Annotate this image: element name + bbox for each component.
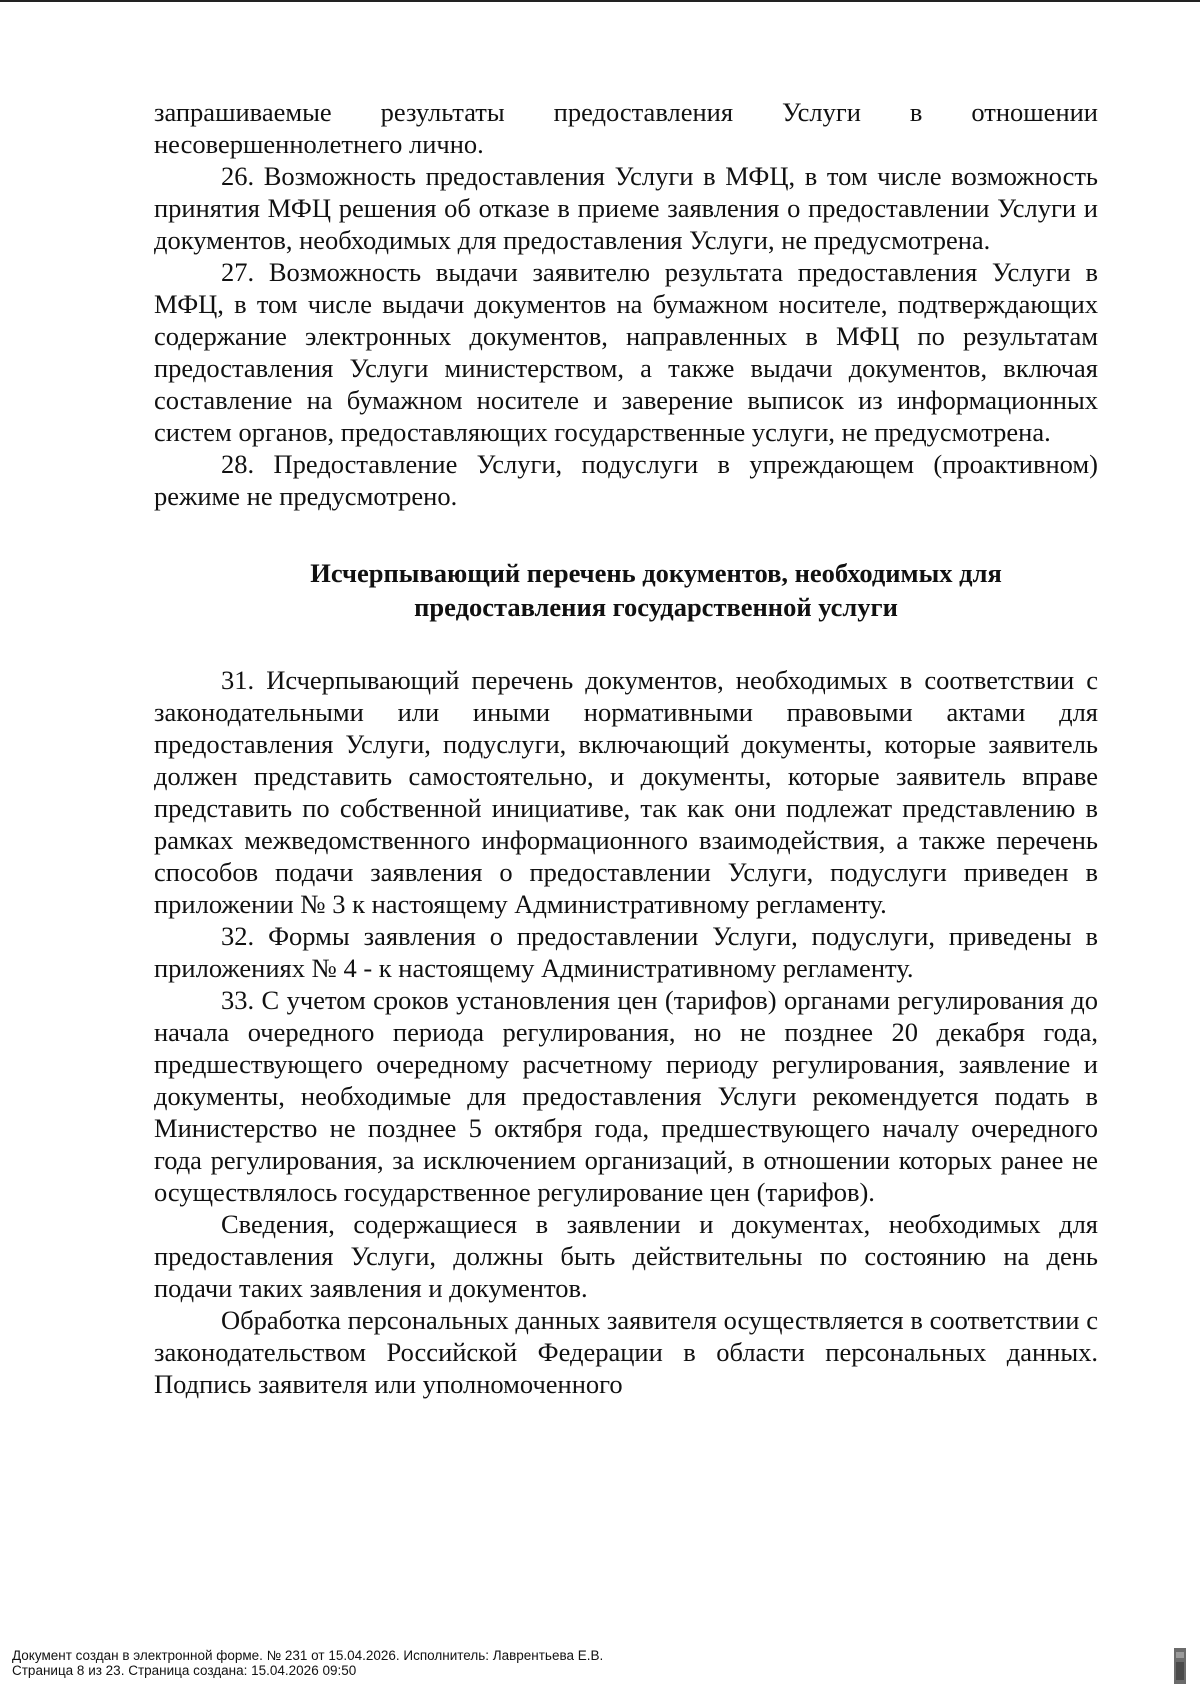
paragraph-31: 31. Исчерпывающий перечень документов, необходимых в соответствии с законодательными или иными нормативными правовыми актами для предоставления Услуги, подуслуги, включающий документы, которые заявитель должен представить самостоятельно, и документы, которые заявитель вправе представить по собственной инициативе, так как они подлежат представлению в рамках межведомственного информационного взаимодействия, а также перечень способов подачи заявления о предоставлении Услуги, подуслуги приведен в приложении № 3 к настоящему Административному регламенту. bbox=[154, 665, 1098, 919]
paragraph-32: 32. Формы заявления о предоставлении Услуги, подуслуги, приведены в приложениях № 4 - к настоящему Административному регламенту. bbox=[154, 921, 1098, 983]
paragraph-26: 26. Возможность предоставления Услуги в МФЦ, в том числе возможность принятия МФЦ решения об отказе в приеме заявления о предоставлении Услуги и документов, необходимых для предоставления Услуги, не предусмотрена. bbox=[154, 161, 1098, 255]
document-footer bbox=[12, 1648, 603, 1678]
page-top-border bbox=[0, 0, 1200, 2]
paragraph-continuation: запрашиваемые результаты предоставления Услуги в отношении несовершеннолетнего лично. bbox=[154, 97, 1098, 159]
paragraph-33: 33. С учетом сроков установления цен (тарифов) органами регулирования до начала очередного периода регулирования, но не позднее 20 декабря года, предшествующего очередному расчетному периоду регулирования, заявление и документы, необходимые для предоставления Услуги рекомендуется подать в Министерство не позднее 5 октября года, предшествующего началу очередного года регулирования, за исключением организаций, в отношении которых ранее не осуществлялось государственное регулирование цен (тарифов). bbox=[154, 985, 1098, 1207]
paragraph-27: 27. Возможность выдачи заявителю результата предоставления Услуги в МФЦ, в том числе выдачи документов на бумажном носителе, подтверждающих содержание электронных документов, направленных в МФЦ по результатам предоставления Услуги министерством, а также выдачи документов, включая составление на бумажном носителе и заверение выписок из информационных систем органов, предоставляющих государственные услуги, не предусмотрена. bbox=[154, 257, 1098, 447]
footer-line-1: Документ создан в электронной форме. № 231 от 15.04.2026. Исполнитель: Лаврентьева Е.В. bbox=[12, 1648, 604, 1663]
section-heading bbox=[154, 556, 1098, 624]
document-body bbox=[154, 96, 1098, 1400]
footer-line-2: Страница 8 из 23. Страница создана: 15.04.2026 09:50 bbox=[12, 1663, 357, 1678]
section-heading-line-2: предоставления государственной услуги bbox=[414, 592, 898, 622]
section-heading-line-1: Исчерпывающий перечень документов, необходимых для bbox=[310, 558, 1002, 588]
paragraph-personal-data: Обработка персональных данных заявителя осуществляется в соответствии с законодательством Российской Федерации в области персональных данных. Подпись заявителя или уполномоченного bbox=[154, 1305, 1098, 1399]
emblem-icon bbox=[1172, 1646, 1188, 1686]
paragraph-info-validity: Сведения, содержащиеся в заявлении и документах, необходимых для предоставления Услуги, должны быть действительны по состоянию на день подачи таких заявления и документов. bbox=[154, 1209, 1098, 1303]
paragraph-28: 28. Предоставление Услуги, подуслуги в упреждающем (проактивном) режиме не предусмотрено. bbox=[154, 449, 1098, 511]
